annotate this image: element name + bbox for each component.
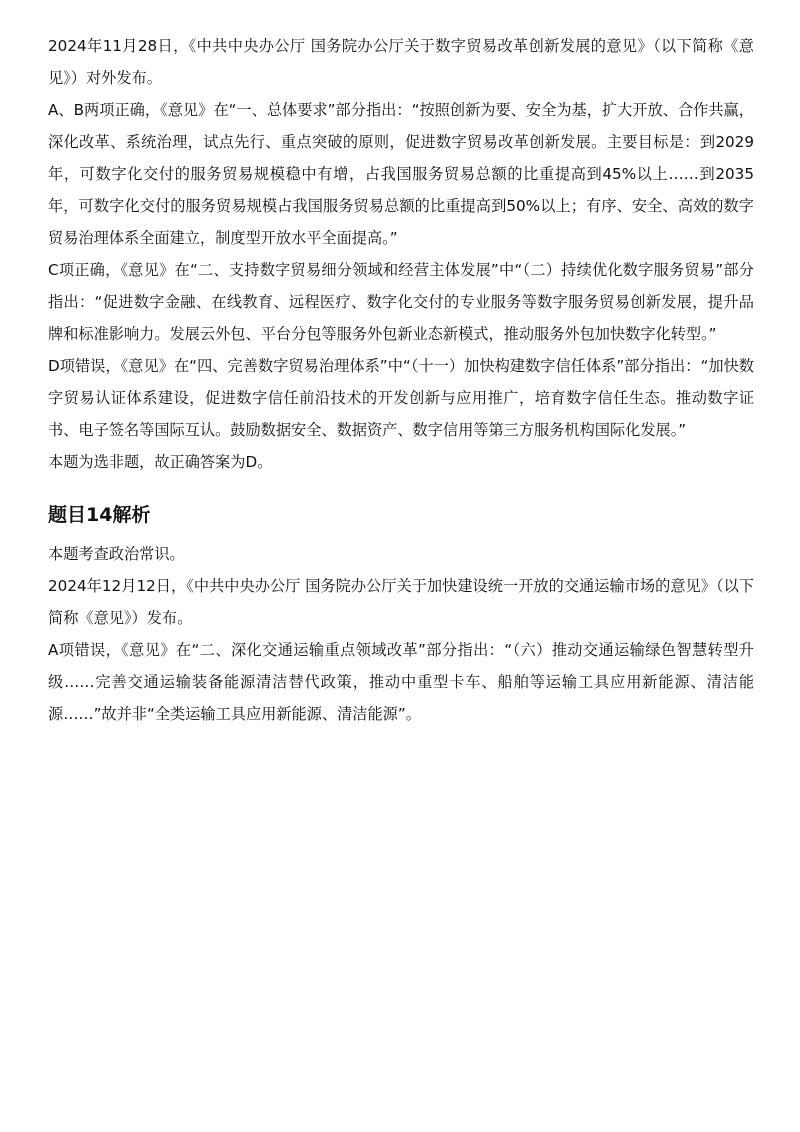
paragraph-answer-q13: 本题为选非题，故正确答案为D。 xyxy=(48,453,273,471)
section-heading-q14: 题目14解析 xyxy=(48,504,151,526)
paragraph-topic-q14: 本题考查政治常识。 xyxy=(48,545,185,563)
paragraph-intro-q13: 2024年11月28日，《中共中央办公厅 国务院办公厅关于数字贸易改革创新发展的意见》（以下简称《意见》）对外发布。 xyxy=(48,37,754,87)
paragraph-option-d: D项错误，《意见》在“四、完善数字贸易治理体系”中“（十一）加快构建数字信任体系”部分指出：“加快数字贸易认证体系建设，促进数字信任前沿技术的开发创新与应用推广，培育数字信任生态。推动数字证书、电子签名等国际互认。鼓励数据安全、数据资产、数字信用等第三方服务机构国际化发展。” xyxy=(48,357,754,439)
paragraph-intro-q14: 2024年12月12日，《中共中央办公厅 国务院办公厅关于加快建设统一开放的交通运输市场的意见》（以下简称《意见》）发布。 xyxy=(48,577,754,627)
paragraph-option-a-q14: A项错误，《意见》在“二、深化交通运输重点领域改革”部分指出：“（六）推动交通运输绿色智慧转型升级……完善交通运输装备能源清洁替代政策，推动中重型卡车、船舶等运输工具应用新能源、清洁能源……”故并非“全类运输工具应用新能源、清洁能源”。 xyxy=(48,641,754,723)
document-page xyxy=(48,30,754,730)
paragraph-option-ab: A、B两项正确，《意见》在“一、总体要求”部分指出：“按照创新为要、安全为基，扩大开放、合作共赢，深化改革、系统治理，试点先行、重点突破的原则，促进数字贸易改革创新发展。主要目标是：到2029年，可数字化交付的服务贸易规模稳中有增，占我国服务贸易总额的比重提高到45%以上……到2035年，可数字化交付的服务贸易规模占我国服务贸易总额的比重提高到50%以上；有序、安全、高效的数字贸易治理体系全面建立，制度型开放水平全面提高。” xyxy=(48,101,754,247)
paragraph-option-c: C项正确，《意见》在“二、支持数字贸易细分领域和经营主体发展”中“（二）持续优化数字服务贸易”部分指出：“促进数字金融、在线教育、远程医疗、数字化交付的专业服务等数字服务贸易创新发展，提升品牌和标准影响力。发展云外包、平台分包等服务外包新业态新模式，推动服务外包加快数字化转型。” xyxy=(48,261,754,343)
